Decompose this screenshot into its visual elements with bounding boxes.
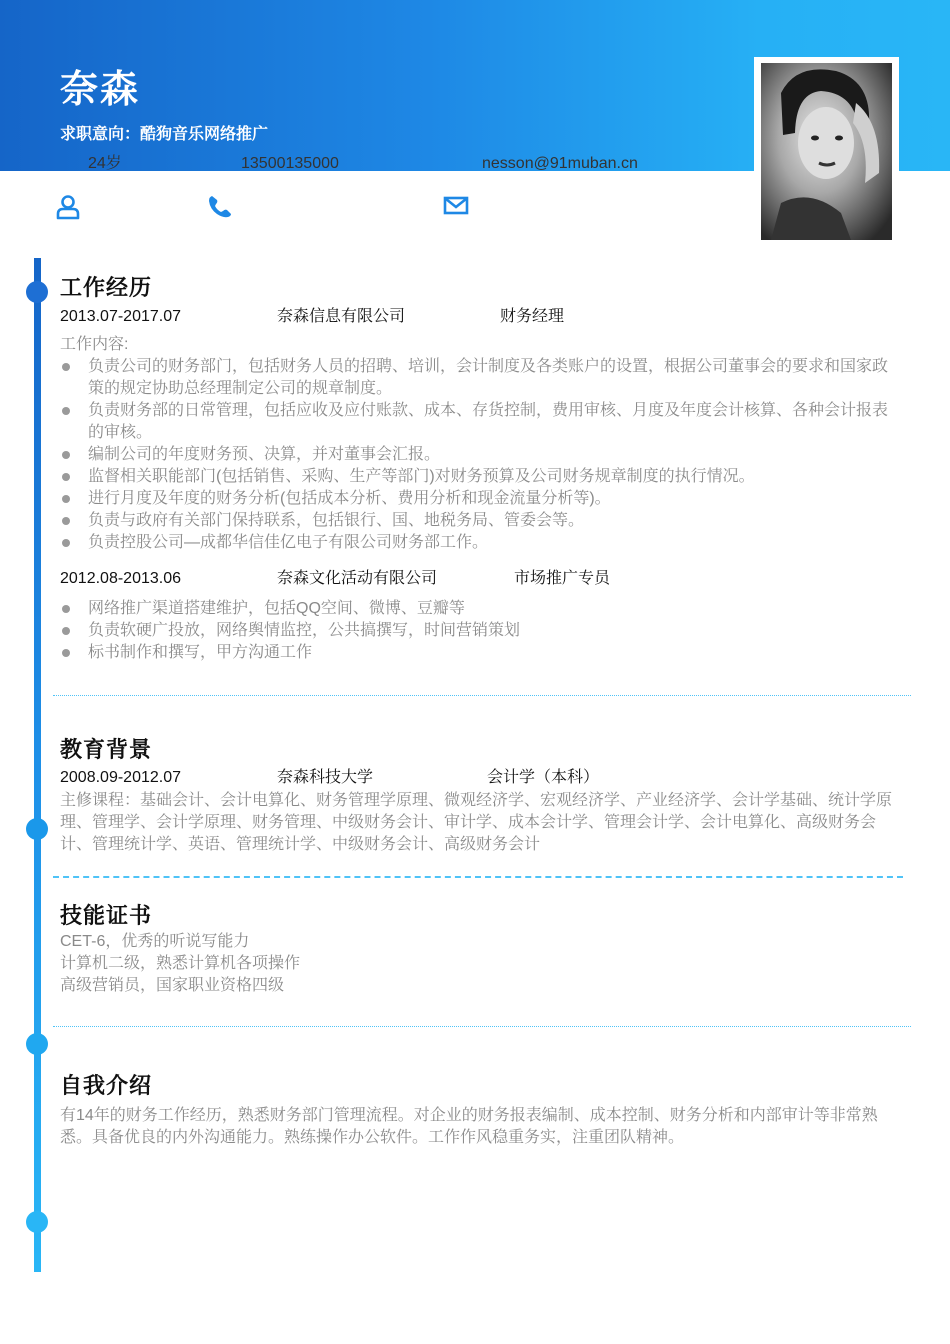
section-divider bbox=[53, 876, 903, 878]
list-item: 负责控股公司—成都华信佳亿电子有限公司财务部工作。 bbox=[60, 532, 895, 554]
list-item: 监督相关职能部门(包括销售、采购、生产等部门)对财务预算及公司财务规章制度的执行情况。 bbox=[60, 466, 895, 488]
section-title-skills: 技能证书 bbox=[60, 903, 153, 928]
photo-frame bbox=[754, 57, 899, 242]
person-icon bbox=[54, 193, 82, 221]
section-title-work: 工作经历 bbox=[60, 275, 153, 300]
list-item: 标书制作和撰写，甲方沟通工作 bbox=[60, 642, 895, 664]
job-company: 奈森信息有限公司 bbox=[277, 308, 406, 325]
timeline-dot bbox=[26, 1211, 48, 1233]
list-item: 负责软硬广投放，网络舆情监控，公共搞撰写，时间营销策划 bbox=[60, 620, 895, 642]
timeline-line bbox=[34, 258, 41, 1272]
list-item: 负责与政府有关部门保持联系，包括银行、国、地税务局、管委会等。 bbox=[60, 510, 895, 532]
list-item: 负责财务部的日常管理，包括应收及应付账款、成本、存货控制，费用审核、月度及年度会计核算、各种会计报表的审核。 bbox=[60, 400, 895, 444]
edu-period: 2008.09-2012.07 bbox=[60, 769, 181, 786]
phone-icon bbox=[206, 193, 234, 221]
self-intro-text: 有14年的财务工作经历，熟悉财务部门管理流程。对企业的财务报表编制、成本控制、财务分析和内部审计等非常熟悉。具备优良的内外沟通能力。熟练操作办公软件。工作作风稳重务实，注重团队精神。 bbox=[60, 1107, 878, 1146]
job-position: 财务经理 bbox=[500, 308, 565, 325]
edu-school: 奈森科技大学 bbox=[277, 769, 374, 786]
job-period: 2012.08-2013.06 bbox=[60, 570, 181, 587]
phone-text: 13500135000 bbox=[241, 155, 339, 172]
timeline-dot bbox=[26, 1033, 48, 1055]
profile-photo bbox=[761, 63, 892, 240]
list-item: 负责公司的财务部门，包括财务人员的招聘、培训，会计制度及各类账户的设置，根据公司董事会的要求和国家政策的规定协助总经理制定公司的规章制度。 bbox=[60, 356, 895, 400]
job-duties-list bbox=[60, 356, 895, 554]
skill-item: 高级营销员，国家职业资格四级 bbox=[60, 977, 285, 994]
section-title-self-intro: 自我介绍 bbox=[60, 1073, 153, 1098]
skill-item: 计算机二级，熟悉计算机各项操作 bbox=[60, 955, 301, 972]
job-position: 市场推广专员 bbox=[514, 570, 611, 587]
section-divider bbox=[53, 1026, 911, 1027]
job-company: 奈森文化活动有限公司 bbox=[277, 570, 438, 587]
job-duties-list bbox=[60, 598, 895, 664]
age-text: 24岁 bbox=[88, 155, 122, 172]
list-item: 编制公司的年度财务预、决算，并对董事会汇报。 bbox=[60, 444, 895, 466]
timeline-dot bbox=[26, 818, 48, 840]
edu-major: 会计学（本科） bbox=[487, 769, 600, 786]
list-item: 网络推广渠道搭建维护，包括QQ空间、微博、豆瓣等 bbox=[60, 598, 895, 620]
timeline-dot bbox=[26, 281, 48, 303]
email-text: nesson@91muban.cn bbox=[482, 155, 638, 172]
candidate-name: 奈森 bbox=[60, 69, 141, 111]
section-divider bbox=[53, 695, 911, 696]
mail-icon bbox=[442, 193, 470, 221]
job-objective: 求职意向：酷狗音乐网络推广 bbox=[60, 126, 269, 143]
section-title-education: 教育背景 bbox=[60, 737, 153, 762]
job-period: 2013.07-2017.07 bbox=[60, 308, 181, 325]
skill-item: CET-6，优秀的听说写能力 bbox=[60, 933, 250, 950]
list-item: 进行月度及年度的财务分析(包括成本分析、费用分析和现金流量分析等)。 bbox=[60, 488, 895, 510]
edu-courses: 主修课程：基础会计、会计电算化、财务管理学原理、微观经济学、宏观经济学、产业经济学、会计学基础、统计学原理、管理学、会计学原理、财务管理、中级财务会计、审计学、成本会计学、管理会计学、会计电算化、高级财务会计、管理统计学、英语、管理统计学、中级财务会计、高级财务会计 bbox=[60, 792, 893, 853]
job-intro: 工作内容: bbox=[60, 336, 129, 353]
